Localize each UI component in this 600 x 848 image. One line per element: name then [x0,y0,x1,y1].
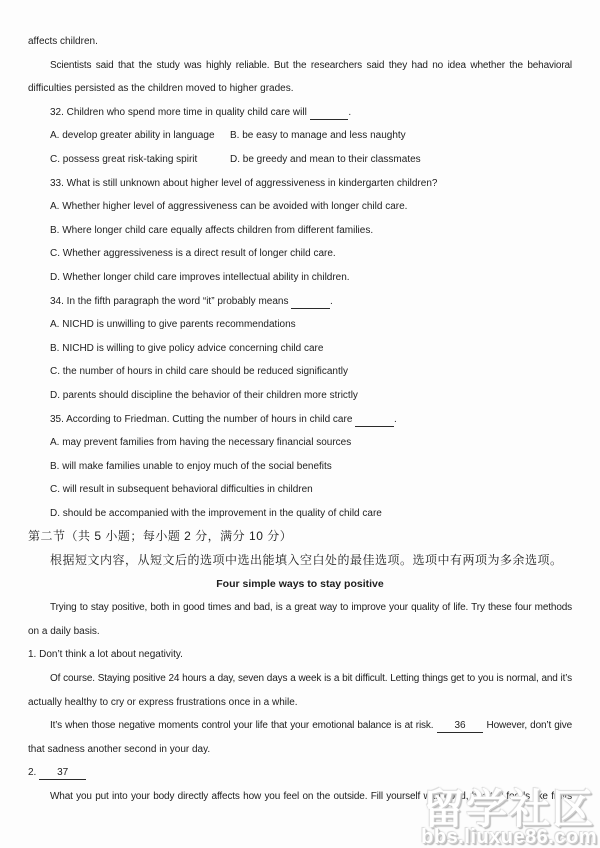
watermark-url: bbs.liuxue86.com [421,826,597,848]
section-heading-line: 第二节（共 5 小题；每小题 2 分，满分 10 分） [28,529,293,544]
option-line: C. the number of hours in child care should be reduced significantly [50,366,348,378]
instruction-line: 根据短文内容，从短文后的选项中选出能填入空白处的最佳选项。选项中有两项为多余选项。 [50,553,563,568]
fill-in-blank: 36 [437,720,484,733]
body-line: that sadness another second in your day. [28,743,211,755]
body-line: What you put into your body directly affects how you feel on the outside. Fill yourself with good, healthy foods like fruits [50,791,572,802]
option-line: A. may prevent families from having the necessary financial sources [50,437,352,449]
body-line: Of course. Staying positive 24 hours a day, seven days a week is a bit difficult. Letting things get to you is normal, and it’s [50,673,572,685]
body-line: difficulties persisted as the children moved to higher grades. [28,83,294,95]
fill-in-blank [291,296,330,309]
option-line: B. Where longer child care equally affects children from different families. [50,224,374,236]
body-line: 2. 37 [28,761,572,785]
watermark-logo-text: 留学社区 [423,786,596,832]
passage-title-line: Four simple ways to stay positive [216,577,384,590]
option-a: C. possess great risk-taking spirit [50,153,198,165]
option-b: D. be greedy and mean to their classmates [230,153,421,165]
body-line: on a daily basis. [28,625,100,637]
body-line: Scientists said that the study was highly reliable. But the researchers said they had no idea whether the behavioral [50,59,572,71]
option-pair-line [28,148,572,172]
body-line: actually healthy to cry or express frustrations once in a while. [28,696,298,708]
option-line: D. parents should discipline the behavior of their children more strictly [50,389,358,401]
question-line: 33. What is still unknown about higher level of aggressiveness in kindergarten children? [50,177,438,189]
option-line: B. will make families unable to enjoy much of the social benefits [50,460,332,472]
fill-in-blank [310,107,349,120]
question-line: 34. In the fifth paragraph the word “it” probably means . [50,295,333,307]
body-line: affects children. [28,36,98,47]
option-line: D. Whether longer child care improves intellectual ability in children. [50,271,350,283]
option-line: D. should be accompanied with the improvement in the quality of child care [50,507,382,519]
option-pair-line [28,124,572,148]
option-line: A. NICHD is unwilling to give parents recommendations [50,319,296,331]
option-line: A. Whether higher level of aggressiveness can be avoided with longer child care. [50,201,408,213]
option-a: A. develop greater ability in language [50,130,215,142]
option-line: C. Whether aggressiveness is a direct result of longer child care. [50,248,336,260]
question-line: 32. Children who spend more time in quality child care will . [50,106,352,118]
option-line: B. NICHD is willing to give policy advice concerning child care [50,342,324,354]
body-line: It’s when those negative moments control your life that your emotional balance is at risk. 36 However, don’t give [50,720,572,732]
body-line: 1. Don’t think a lot about negativity. [28,649,183,661]
option-b: B. be easy to manage and less naughty [230,130,406,142]
fill-in-blank [355,414,394,427]
fill-in-blank: 37 [39,767,86,780]
option-line: C. will result in subsequent behavioral difficulties in children [50,484,313,496]
question-line: 35. According to Friedman. Cutting the number of hours in child care . [50,413,397,425]
body-line: Trying to stay positive, both in good times and bad, is a great way to improve your quality of life. Try these four methods [50,602,572,614]
